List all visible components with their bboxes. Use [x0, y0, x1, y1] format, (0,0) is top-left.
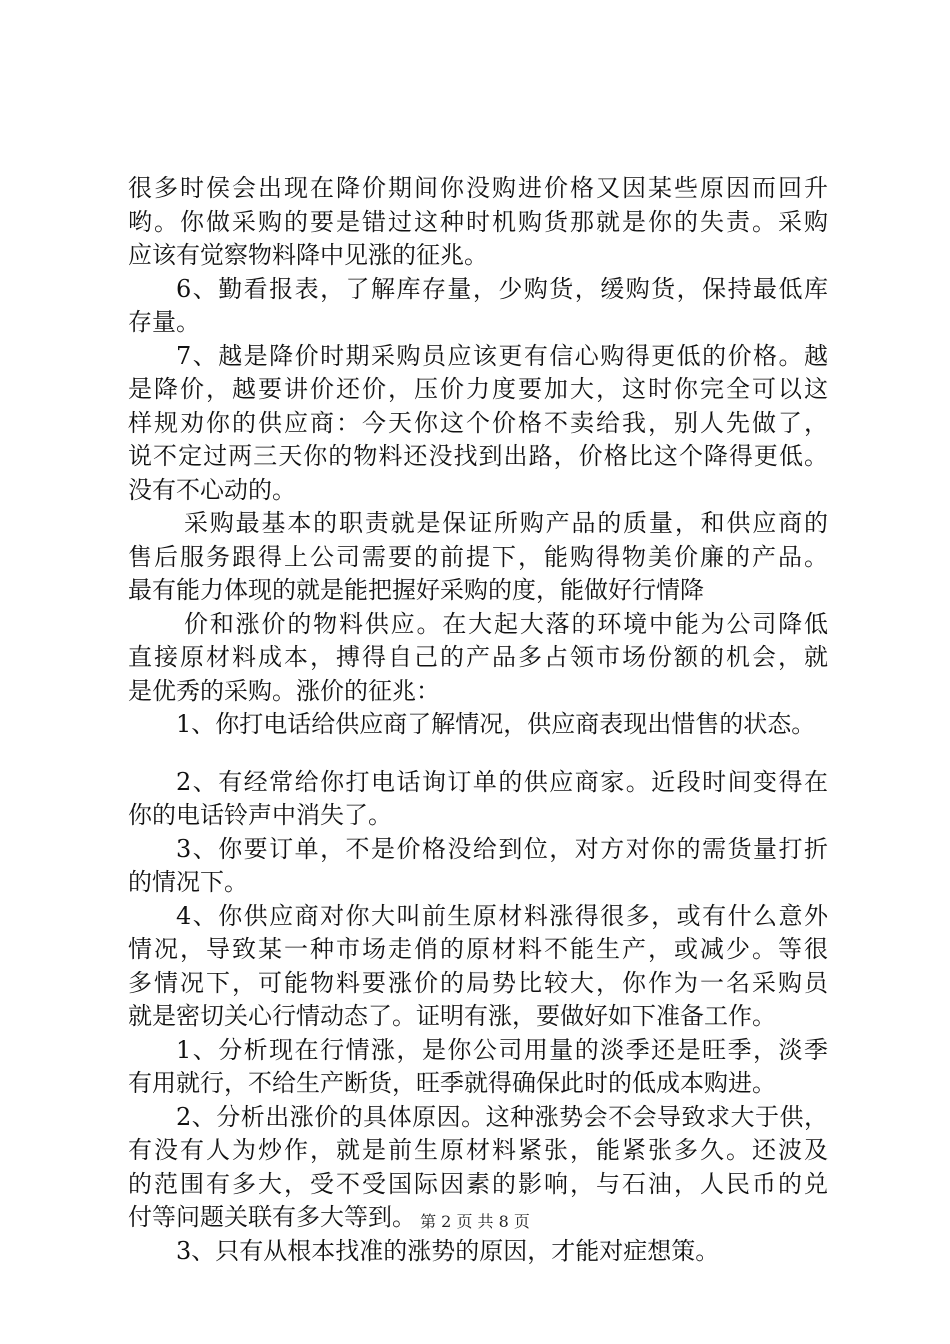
text-line: 付等问题关联有多大等到。	[128, 1203, 416, 1231]
text-line: 情况，导致某一种市场走俏的原材料不能生产，或减少。等很	[128, 935, 828, 963]
text-line: 多情况下，可能物料要涨价的局势比较大，你作为一名采购员	[128, 968, 828, 997]
text-line: 存量。	[128, 308, 200, 336]
text-line: 是降价，越要讲价还价，压价力度要加大，这时你完全可以这	[128, 375, 828, 403]
text-line: 的情况下。	[128, 868, 248, 896]
text-line: 售后服务跟得上公司需要的前提下，能购得物美价廉的产品。	[128, 542, 828, 571]
text-line: 应该有觉察物料降中见涨的征兆。	[128, 241, 488, 269]
text-line: 6、勤看报表，了解库存量，少购货，缓购货，保持最低库	[176, 274, 828, 303]
text-line: 你的电话铃声中消失了。	[128, 801, 392, 829]
paragraph-gap	[128, 742, 828, 766]
document-body	[128, 172, 828, 1268]
text-line: 1、你打电话给供应商了解情况，供应商表现出惜售的状态。	[176, 710, 816, 738]
text-line: 价和涨价的物料供应。在大起大落的环境中能为公司降低	[184, 609, 828, 638]
text-line: 是优秀的采购。涨价的征兆：	[128, 676, 440, 705]
text-line: 说不定过两三天你的物料还没找到出路，价格比这个降得更低。	[128, 442, 828, 470]
text-line: 3、你要订单，不是价格没给到位，对方对你的需货量打折	[176, 834, 828, 863]
text-line: 就是密切关心行情动态了。证明有涨，要做好如下准备工作。	[128, 1002, 776, 1030]
text-line: 样规劝你的供应商：今天你这个价格不卖给我，别人先做了，	[128, 408, 828, 437]
text-line: 的范围有多大，受不受国际因素的影响，与石油，人民币的兑	[128, 1169, 828, 1198]
text-line: 直接原材料成本，搏得自己的产品多占领市场份额的机会，就	[128, 643, 828, 671]
text-line: 有用就行，不给生产断货，旺季就得确保此时的低成本购进。	[128, 1069, 776, 1097]
text-line: 有没有人为炒作，就是前生原材料紧张，能紧张多久。还波及	[128, 1136, 828, 1164]
text-line: 采购最基本的职责就是保证所购产品的质量，和供应商的	[184, 509, 828, 537]
text-line: 哟。你做采购的要是错过这种时机购货那就是你的失责。采购	[128, 207, 828, 236]
text-line: 4、你供应商对你大叫前生原材料涨得很多，或有什么意外	[176, 901, 828, 930]
text-line: 1、分析现在行情涨，是你公司用量的淡季还是旺季，淡季	[176, 1035, 828, 1064]
text-line: 2、有经常给你打电话询订单的供应商家。近段时间变得在	[176, 767, 828, 796]
page-footer: 第 2 页 共 8 页	[420, 1212, 530, 1231]
text-line: 7、越是降价时期采购员应该更有信心购得更低的价格。越	[176, 341, 828, 370]
text-line: 2、分析出涨价的具体原因。这种涨势会不会导致求大于供，	[176, 1102, 828, 1131]
text-line: 3、只有从根本找准的涨势的原因，才能对症想策。	[176, 1236, 720, 1265]
text-line: 很多时侯会出现在降价期间你没购进价格又因某些原因而回升	[128, 174, 828, 202]
text-line: 没有不心动的。	[128, 475, 296, 504]
text-line: 最有能力体现的就是能把握好采购的度，能做好行情降	[128, 576, 704, 604]
